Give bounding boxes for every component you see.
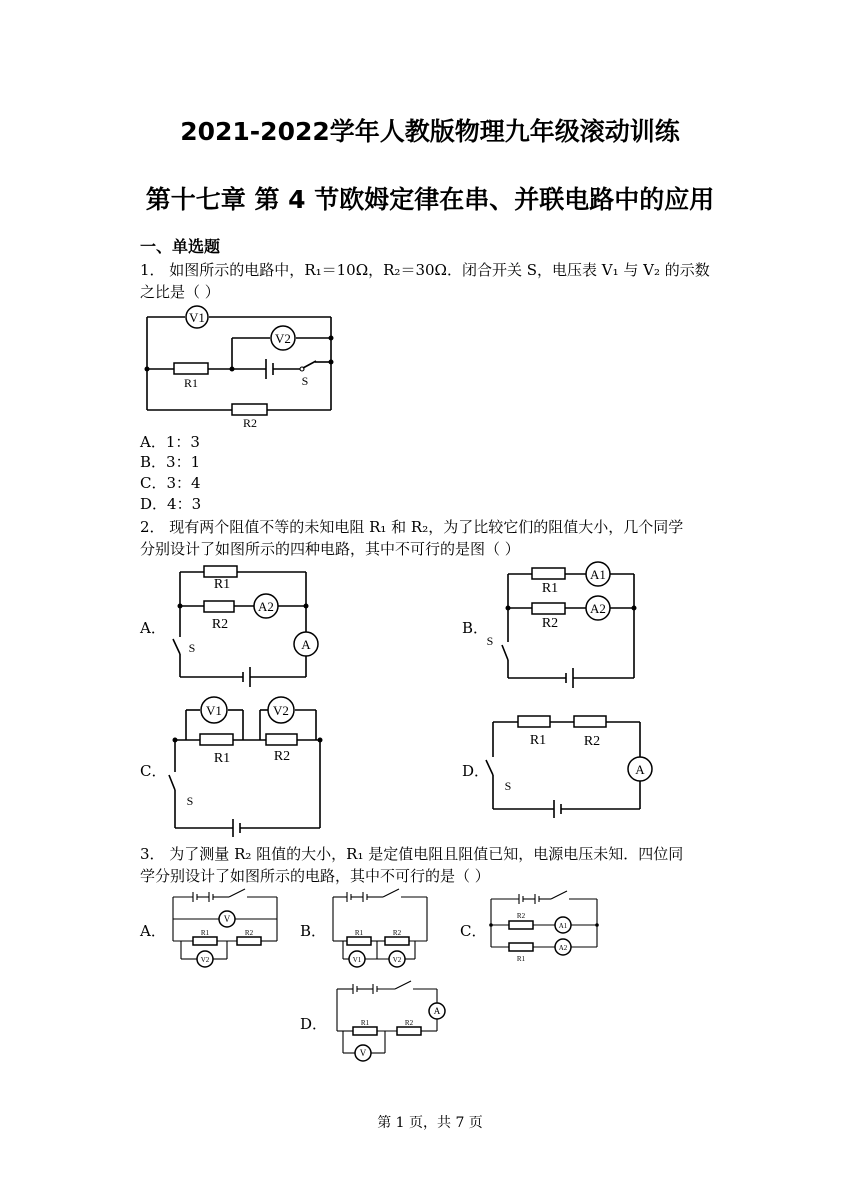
q2c-v2-label: V2 <box>273 703 289 718</box>
q1-option-b[interactable]: B．3：1 <box>140 453 201 471</box>
q3-stem-line2: 学分别设计了如图所示的电路，其中不可行的是（ ） <box>140 867 490 885</box>
q2a-r1-label: R1 <box>213 577 231 592</box>
q3b-v1-label: V1 <box>352 956 362 964</box>
q2-option-d-label[interactable]: D． <box>462 762 490 780</box>
q2-option-b-label[interactable]: B． <box>462 619 489 637</box>
q2c-v1-label: V1 <box>206 703 222 718</box>
q3-option-a-label[interactable]: A． <box>140 922 166 940</box>
q3d-r2-label: R2 <box>404 1019 414 1027</box>
q3c-r2-label: R2 <box>516 912 526 920</box>
q2b-switch-label: S <box>486 634 494 648</box>
q2d-r2-label: R2 <box>583 734 601 749</box>
q2a-a-label: A <box>301 637 311 652</box>
q2c-switch-label: S <box>186 794 194 808</box>
q3a-r2-label: R2 <box>244 929 254 937</box>
q3-option-d-label[interactable]: D． <box>300 1015 328 1033</box>
q2b-r1-label: R1 <box>541 581 559 596</box>
q3b-v2-label: V2 <box>392 956 402 964</box>
q2c-r2-label: R2 <box>273 749 291 764</box>
q3d-r1-label: R1 <box>360 1019 370 1027</box>
q2b-a1-label: A1 <box>590 567 606 582</box>
q1-option-c[interactable]: C．3：4 <box>140 474 201 492</box>
q2-circuit-a <box>170 562 330 687</box>
q3-circuit-b <box>325 885 435 970</box>
q2a-a2-label: A2 <box>258 599 274 614</box>
q3-circuit-c <box>485 885 603 970</box>
q2-stem-line2: 分别设计了如图所示的四种电路，其中不可行的是图（ ） <box>140 540 520 558</box>
q1-circuit-diagram <box>140 300 350 430</box>
q2c-r1-label: R1 <box>213 751 231 766</box>
q3-circuit-a <box>165 885 283 970</box>
q2b-r2-label: R2 <box>541 616 559 631</box>
q3c-a1-label: A1 <box>558 922 568 930</box>
q3a-v-label: V <box>223 914 231 924</box>
q2d-switch-label: S <box>504 779 512 793</box>
page-footer: 第 1 页，共 7 页 <box>377 1115 483 1131</box>
q2d-a-label: A <box>635 762 645 777</box>
q1-switch-label: S <box>301 374 309 388</box>
q1-r1-label: R1 <box>183 376 199 390</box>
section-heading: 一、单选题 <box>140 237 221 256</box>
q1-v2-label: V2 <box>275 331 291 346</box>
q3b-r2-label: R2 <box>392 929 402 937</box>
q3c-a2-label: A2 <box>558 944 568 952</box>
q2-circuit-c <box>170 690 330 835</box>
q2-stem-line1: 2． 现有两个阻值不等的未知电阻 R₁ 和 R₂，为了比较它们的阻值大小，几个同学 <box>140 518 684 536</box>
q2a-switch-label: S <box>188 641 196 655</box>
q2-option-c-label[interactable]: C． <box>140 762 167 780</box>
q3-option-b-label[interactable]: B． <box>300 922 327 940</box>
q3-stem-line1: 3． 为了测量 R₂ 阻值的大小，R₁ 是定值电阻且阻值已知，电源电压未知．四位同 <box>140 845 684 863</box>
q2b-a2-label: A2 <box>590 601 606 616</box>
q3c-r1-label: R1 <box>516 955 526 963</box>
q1-stem-line1: 1． 如图所示的电路中，R₁＝10Ω，R₂＝30Ω．闭合开关 S，电压表 V₁ 与 V₂ 的示数 <box>140 261 710 279</box>
document-subtitle: 第十七章 第 4 节欧姆定律在串、并联电路中的应用 <box>145 185 715 214</box>
q3a-r1-label: R1 <box>200 929 210 937</box>
q3a-v2-label: V2 <box>200 956 210 964</box>
q1-option-a[interactable]: A．1：3 <box>140 433 200 451</box>
q2a-r2-label: R2 <box>211 617 229 632</box>
q2d-r1-label: R1 <box>529 733 547 748</box>
q2-circuit-b <box>486 560 650 690</box>
q3-circuit-d <box>327 975 455 1070</box>
q3-option-c-label[interactable]: C． <box>460 922 487 940</box>
q2-circuit-d <box>490 712 655 827</box>
q1-r2-label: R2 <box>242 416 258 430</box>
q1-option-d[interactable]: D．4：3 <box>140 495 202 513</box>
document-title: 2021-2022学年人教版物理九年级滚动训练 <box>180 117 680 146</box>
q3d-v-label: V <box>359 1048 367 1058</box>
q2-option-a-label[interactable]: A． <box>140 619 166 637</box>
q3b-r1-label: R1 <box>354 929 364 937</box>
q1-stem-line2: 之比是（ ） <box>140 283 220 301</box>
q1-v1-label: V1 <box>189 310 205 325</box>
q3d-a-label: A <box>433 1006 441 1016</box>
